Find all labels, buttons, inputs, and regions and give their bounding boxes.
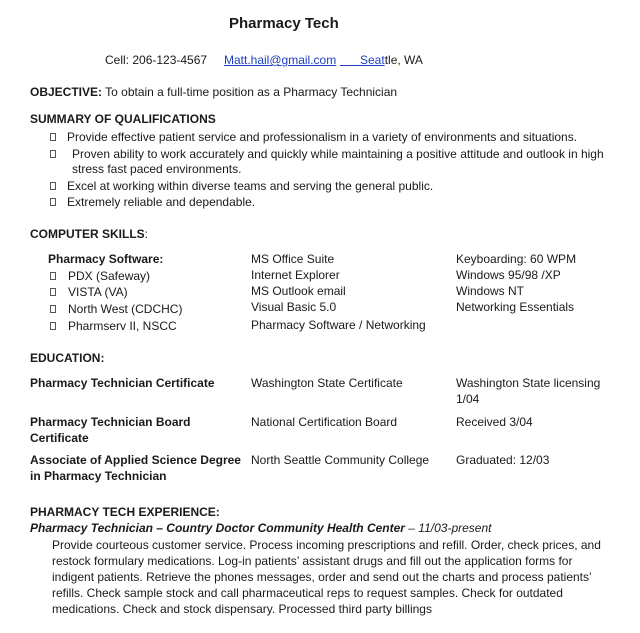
experience-line: refills. Check sample stock and call pharmaceutical reps to request samples. Check for outdated: [52, 586, 563, 600]
skill-item: Keyboarding: 60 WPM: [456, 252, 577, 266]
skill-item: Windows 95/98 /XP: [456, 268, 561, 282]
education-degree: Pharmacy Technician Board: [30, 415, 191, 429]
summary-item: Extremely reliable and dependable.: [67, 195, 256, 209]
education-institution: Washington State Certificate: [251, 376, 403, 390]
skill-item: Pharmacy Software / Networking: [251, 318, 426, 332]
bullet-icon: [50, 288, 56, 296]
summary-item: Proven ability to work accurately and quickly while maintaining a positive attitude and outlook in high: [72, 147, 604, 161]
pharmacy-software-item: PDX (Safeway): [68, 269, 151, 283]
skills-heading: [30, 227, 148, 241]
summary-item: Excel at working within diverse teams and serving the general public.: [67, 179, 434, 193]
bullet-icon: [50, 133, 56, 141]
education-date: Received 3/04: [456, 415, 533, 429]
job-title: Pharmacy Technician – Country Doctor Community Health Center: [30, 521, 405, 535]
resume-title: Pharmacy Tech: [229, 15, 339, 32]
bullet-icon: [50, 272, 56, 280]
education-date: Graduated: 12/03: [456, 453, 550, 467]
job-dates: – 11/03-present: [404, 521, 492, 535]
education-institution: National Certification Board: [251, 415, 398, 429]
skills-heading-colon: :: [144, 227, 149, 241]
location-rest: tle, WA: [384, 53, 423, 67]
experience-line: Provide courteous customer service. Process incoming prescriptions and refill. Order, check prices, and: [52, 538, 601, 552]
objective-text: To obtain a full-time position as a Pharmacy Technician: [105, 85, 398, 99]
education-degree: Associate of Applied Science Degree: [30, 453, 241, 467]
email-link[interactable]: Matt.hail@gmail.com: [224, 53, 337, 67]
education-degree-continued: Certificate: [30, 431, 89, 445]
experience-line: indigent patients. Retrieve the phones messages, order and send out the charts and process patients’: [52, 570, 592, 584]
experience-line: restock formulary medications. Log-in patients’ assistant drugs and fill out the application forms for: [52, 554, 573, 568]
bullet-icon: [50, 322, 56, 330]
objective-label: OBJECTIVE:: [30, 85, 103, 99]
education-institution: North Seattle Community College: [251, 453, 430, 467]
pharmacy-software-item: Pharmserv II, NSCC: [68, 319, 177, 333]
experience-heading: PHARMACY TECH EXPERIENCE:: [30, 505, 220, 519]
pharmacy-software-item: North West (CDCHC): [68, 302, 183, 316]
summary-item-continued: stress fast paced environments.: [72, 162, 242, 176]
education-heading: EDUCATION:: [30, 351, 105, 365]
location: [340, 53, 423, 67]
cell-phone: Cell: 206-123-4567: [105, 53, 208, 67]
bullet-icon: [50, 198, 56, 206]
education-degree-continued: in Pharmacy Technician: [30, 469, 167, 483]
objective: [30, 85, 397, 99]
skill-item: Networking Essentials: [456, 300, 575, 314]
job-title-line: [30, 521, 491, 535]
location-underlined: Seat: [340, 53, 385, 67]
education-degree: Pharmacy Technician Certificate: [30, 376, 215, 390]
education-date-continued: 1/04: [456, 392, 480, 406]
skill-item: Visual Basic 5.0: [251, 300, 337, 314]
skill-item: MS Outlook email: [251, 284, 346, 298]
bullet-icon: [50, 182, 56, 190]
skill-item: MS Office Suite: [251, 252, 335, 266]
skill-item: Internet Explorer: [251, 268, 340, 282]
summary-heading: SUMMARY OF QUALIFICATIONS: [30, 112, 216, 126]
bullet-icon: [50, 305, 56, 313]
pharmacy-software-label: Pharmacy Software:: [48, 252, 164, 266]
experience-line: medications. Check and stock dispensary. Processed third party billings: [52, 602, 432, 616]
bullet-icon: [50, 150, 56, 158]
summary-item: Provide effective patient service and professionalism in a variety of environments and situations.: [67, 130, 578, 144]
skill-item: Windows NT: [456, 284, 525, 298]
pharmacy-software-item: VISTA (VA): [68, 285, 128, 299]
education-date: Washington State licensing: [456, 376, 601, 390]
skills-heading-text: COMPUTER SKILLS: [30, 227, 145, 241]
